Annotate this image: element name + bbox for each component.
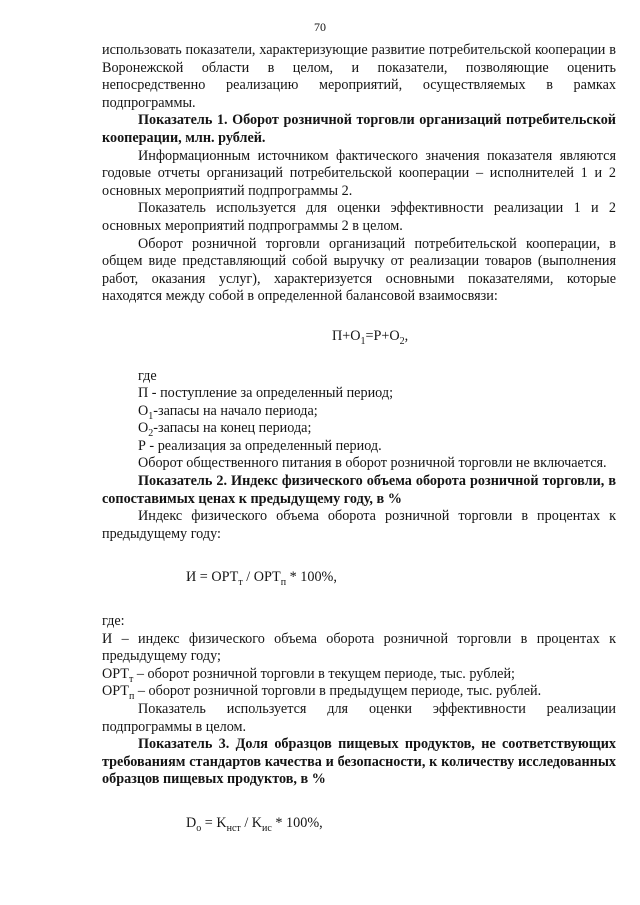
definition-item: $О_2$-запасы на конец периода;	[138, 420, 312, 440]
indicator-1-note: Оборот общественного питания в оборот розничной торговли не включается.	[138, 455, 607, 472]
where-label: где	[138, 367, 157, 384]
definition-item: Р - реализация за определенный период.	[138, 437, 382, 454]
indicator-1-heading: Показатель 1. Оборот розничной торговли организаций потребительской кооперации, млн. рублей.	[102, 112, 616, 146]
definition-item: $ОРТ_т$ – оборот розничной торговли в текущем периоде, тыс. рублей;	[102, 665, 515, 685]
indicator-2-definition-paragraph: Индекс физического объема оборота розничной торговли в процентах к предыдущему году:	[102, 508, 616, 542]
indicator-3-heading: Показатель 3. Доля образцов пищевых продуктов, не соответствующих требованиям стандартов качества и безопасности, к количеству исследованных образцов пищевых продуктов, в %	[102, 736, 616, 788]
index-formula: $И = ОРТ_т / ОРТ_п * 100\%$,	[186, 569, 337, 589]
indicator-2-usage-paragraph: Показатель используется для оценки эффективности реализации подпрограммы в целом.	[102, 701, 616, 735]
definition-item: $ОРТ_п$ – оборот розничной торговли в предыдущем периоде, тыс. рублей.	[102, 683, 542, 703]
intro-paragraph: использовать показатели, характеризующие развитие потребительской кооперации в Воронежской области в целом, и показатели, позволяющие оценить непосредственно реализацию мероприятий, осуществляемых в рамках подпрограммы.	[102, 42, 616, 111]
page-number: 70	[314, 20, 326, 34]
definition-item: П - поступление за определенный период;	[138, 385, 394, 402]
indicator-1-usage-paragraph: Показатель используется для оценки эффективности реализации 1 и 2 основных мероприятий подпрограммы 2 в целом.	[102, 200, 616, 234]
balance-formula: $П+О_1=Р+О_2$,	[332, 327, 409, 347]
indicator-1-definition-paragraph: Оборот розничной торговли организаций потребительской кооперации, в общем виде представляющий собой выручку от реализации товаров (выполнения работ, оказания услуг), характеризуется основными показателями, которые находятся между собой в определенной балансовой взаимосвязи:	[102, 235, 616, 305]
indicator-1-source-paragraph: Информационным источником фактического значения показателя являются годовые отчеты организаций потребительской кооперации – исполнителей 1 и 2 основных мероприятий подпрограммы 2.	[102, 147, 616, 199]
definition-item: И – индекс физического объема оборота розничной торговли в процентах к предыдущему году;	[102, 630, 616, 665]
where-label: где:	[102, 613, 125, 630]
page-content	[102, 42, 616, 833]
share-formula: $D_о = K_{нст} / K_{ис} * 100\%$,	[186, 814, 323, 834]
indicator-2-heading: Показатель 2. Индекс физического объема оборота розничной торговли, в сопоставимых ценах к предыдущему году, в %	[102, 473, 616, 507]
definition-item: $О_1$-запасы на начало периода;	[138, 402, 318, 422]
